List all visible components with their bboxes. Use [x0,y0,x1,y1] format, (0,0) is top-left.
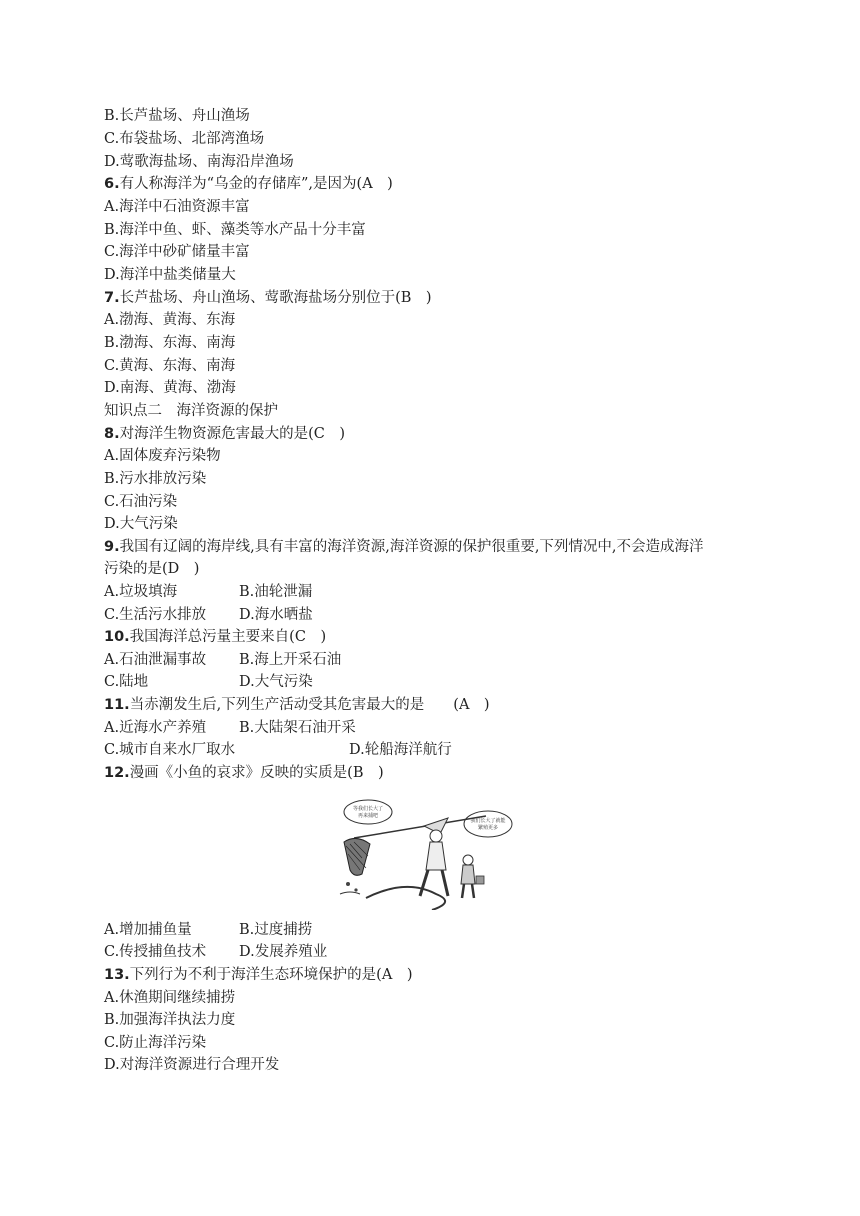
q6-option-d: D.海洋中盐类储量大 [104,267,236,283]
q7-option-d: D.南海、黄海、渤海 [104,380,236,396]
option-c-prev: C.布袋盐场、北部湾渔场 [104,131,265,147]
section-heading: 知识点二 海洋资源的保护 [104,403,278,419]
q13-option-b: B.加强海洋执法力度 [104,1012,236,1028]
q7-option-c: C.黄海、东海、南海 [104,358,236,374]
bubble-left-text-2: 再来捕吧 [357,813,379,819]
q12-option-b: B.过度捕捞 [239,922,313,938]
fishing-net [344,838,370,875]
q8-option-c: C.石油污染 [104,494,178,510]
question-stem: 我国海洋总污量主要来自(C ) [129,629,327,645]
question-number: 9. [104,539,120,555]
q11-option-c: C.城市自来水厂取水 [104,742,236,758]
question-number: 8. [104,426,120,442]
q10-option-a: A.石油泄漏事故 [104,652,207,668]
fisherman-head [430,830,442,842]
q12-option-a: A.增加捕鱼量 [104,922,192,938]
child-legs [462,884,474,898]
q9-option-c: C.生活污水排放 [104,607,207,623]
child-body [461,865,475,884]
q8-option-b: B.污水排放污染 [104,471,207,487]
question-9 [104,537,704,557]
question-stem: 有人称海洋为“乌金的存储库”,是因为(A ) [119,176,393,192]
question-10 [104,627,326,647]
q10-option-c: C.陆地 [104,674,149,690]
question-stem: 对海洋生物资源危害最大的是(C ) [119,426,346,442]
q13-option-c: C.防止海洋污染 [104,1035,207,1051]
question-stem: 长芦盐场、舟山渔场、莺歌海盐场分别位于(B ) [119,290,432,306]
bucket [476,876,484,884]
fish-drop [346,882,350,886]
question-13 [104,965,412,985]
question-stem: 下列行为不利于海洋生态环境保护的是(A ) [129,967,413,983]
question-11 [104,695,490,715]
road-line [366,887,445,910]
question-number: 11. [104,697,130,713]
water-ripple [340,892,360,894]
q11-option-b: B.大陆架石油开采 [239,720,356,736]
question-number: 10. [104,629,130,645]
q7-option-a: A.渤海、黄海、东海 [104,312,236,328]
q10-option-b: B.海上开采石油 [239,652,342,668]
question-8 [104,424,345,444]
question-number: 6. [104,176,120,192]
question-stem: 当赤潮发生后,下列生产活动受其危害最大的是 (A ) [129,697,490,713]
question-12 [104,763,384,783]
q9-option-d: D.海水晒盐 [239,607,313,623]
q13-option-d: D.对海洋资源进行合理开发 [104,1057,280,1073]
q6-option-b: B.海洋中鱼、虾、藻类等水产品十分丰富 [104,222,366,238]
q11-option-a: A.近海水产养殖 [104,720,207,736]
question-number: 13. [104,967,130,983]
question-6 [104,174,393,194]
q13-option-a: A.休渔期间继续捕捞 [104,990,236,1006]
question-stem: 漫画《小鱼的哀求》反映的实质是(B ) [129,765,384,781]
speech-bubble-left [344,800,392,824]
q9-option-a: A.垃圾填海 [104,584,178,600]
q10-option-d: D.大气污染 [239,674,313,690]
q11-option-d: D.轮船海洋航行 [349,742,452,758]
question-9-stem-line2: 污染的是(D ) [104,561,200,577]
q6-option-a: A.海洋中石油资源丰富 [104,199,250,215]
bubble-right-text-2: 繁殖更多 [477,825,499,831]
question-7 [104,288,432,308]
option-d-prev: D.莺歌海盐场、南海沿岸渔场 [104,154,294,170]
bubble-left-text-1: 等我们长大了 [352,806,384,812]
q7-option-b: B.渤海、东海、南海 [104,335,236,351]
bubble-right-text-1: 我们长大了就能 [470,818,506,824]
q8-option-a: A.固体废弃污染物 [104,448,221,464]
q6-option-c: C.海洋中砂矿储量丰富 [104,244,250,260]
q12-option-d: D.发展养殖业 [239,944,328,960]
q12-option-c: C.传授捕鱼技术 [104,944,207,960]
q8-option-d: D.大气污染 [104,516,178,532]
question-stem-line1: 我国有辽阔的海岸线,具有丰富的海洋资源,海洋资源的保护很重要,下列情况中,不会造成海洋 [119,539,704,555]
child-head [463,855,473,865]
fisherman-body [426,842,446,870]
fish-drop [354,888,357,891]
q9-option-b: B.油轮泄漏 [239,584,313,600]
option-b-prev: B.长芦盐场、舟山渔场 [104,108,250,124]
cartoon-illustration [336,798,522,910]
question-number: 7. [104,290,120,306]
question-number: 12. [104,765,130,781]
speech-bubble-right [464,811,512,837]
